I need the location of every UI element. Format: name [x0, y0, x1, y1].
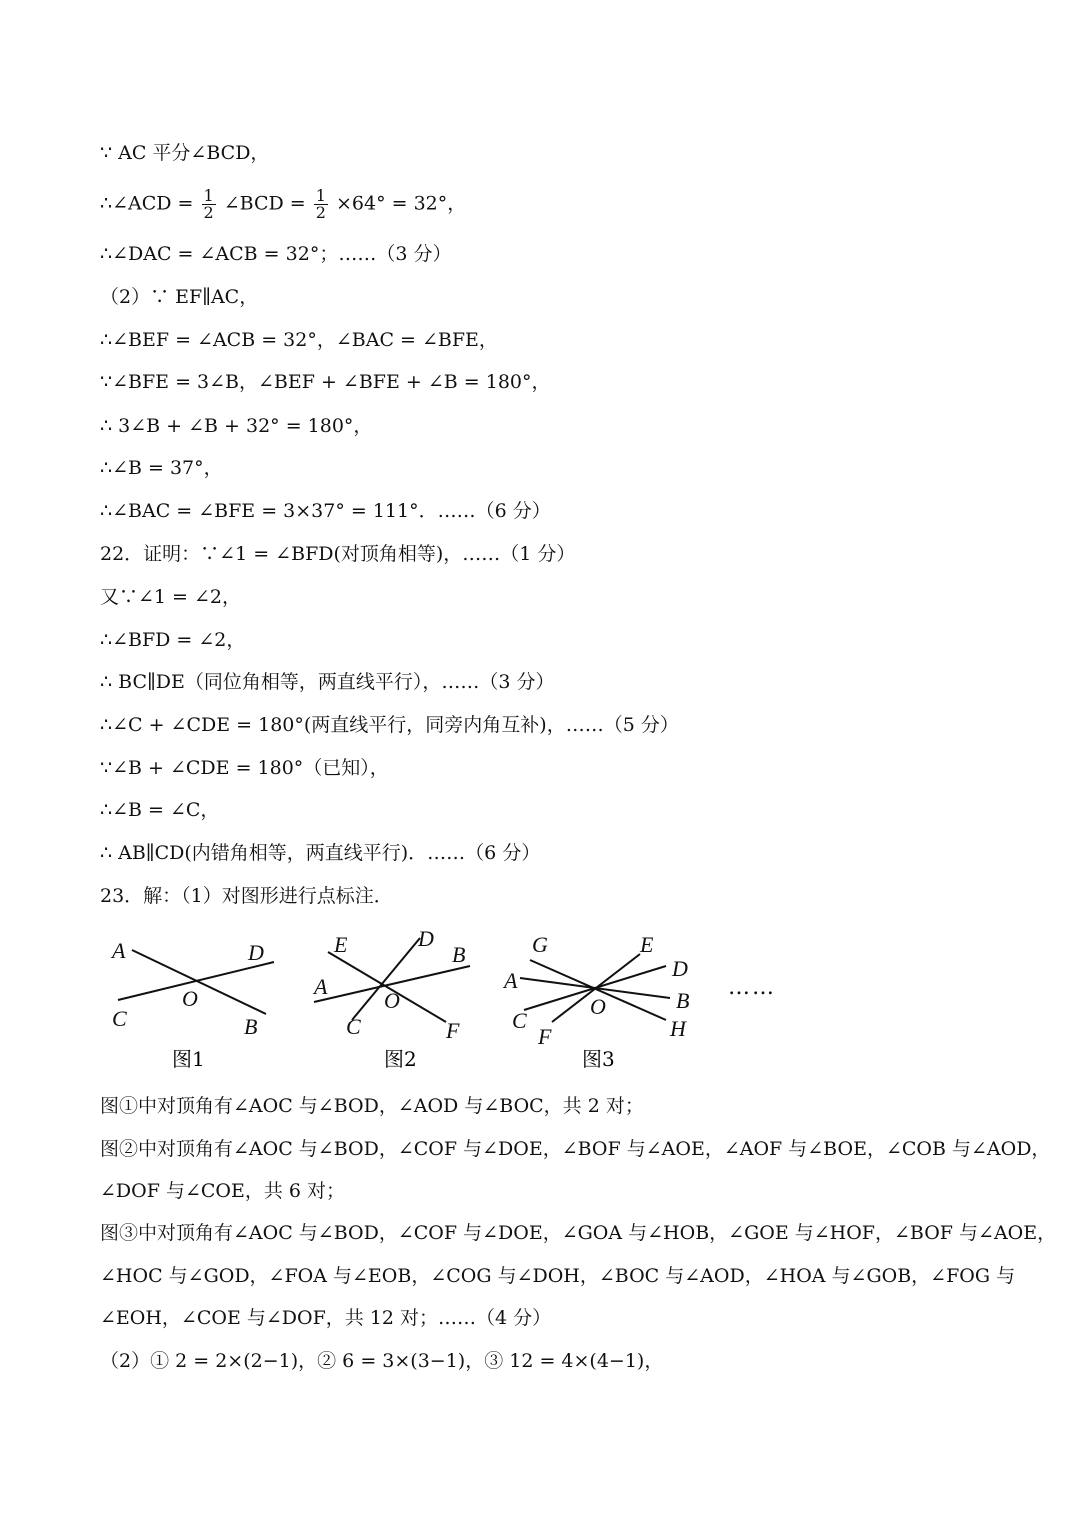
fig2-caption: 图2: [384, 1047, 417, 1071]
text-line: ∠EOH，∠COE 与∠DOF，共 12 对；……（4 分）: [100, 1307, 552, 1329]
figures-svg: [100, 920, 800, 1080]
fig2-label-b: B: [452, 942, 466, 967]
fig3-label-d: D: [672, 956, 688, 981]
text-line: ∴∠BFD = ∠2，: [100, 629, 246, 651]
text-line: 图①中对顶角有∠AOC 与∠BOD，∠AOD 与∠BOC，共 2 对；: [100, 1095, 644, 1117]
frac-mid: ∠BCD =: [223, 192, 306, 215]
figure-3-labels: [502, 932, 689, 1049]
fig2-label-d: D: [418, 926, 434, 951]
fig3-label-h: H: [670, 1016, 686, 1041]
figure-1-labels: [110, 938, 264, 1039]
fraction-half: $\frac{1}{2}$: [203, 186, 214, 222]
text-line: ∴∠C + ∠CDE = 180°(两直线平行，同旁内角互补)，……（5 分）: [100, 714, 679, 736]
fig1-label-o: O: [182, 986, 198, 1011]
figures-ellipsis: ……: [728, 975, 776, 1000]
text-line: 图②中对顶角有∠AOC 与∠BOD，∠COF 与∠DOE，∠BOF 与∠AOE，∠AOF 与∠BOE，∠COB 与∠AOD，: [100, 1138, 1051, 1160]
fig3-label-b: B: [676, 988, 690, 1013]
fig3-label-e: E: [640, 932, 654, 957]
fig3-label-c: C: [512, 1008, 527, 1033]
fig1-label-c: C: [112, 1006, 127, 1031]
text-line: ∴ 3∠B + ∠B + 32° = 180°，: [100, 415, 373, 437]
frac-prefix: ∴∠ACD =: [100, 192, 194, 215]
fig2-label-c: C: [346, 1014, 361, 1039]
fig1-label-d: D: [248, 940, 264, 965]
text-line: ∴∠BAC = ∠BFE = 3×37° = 111°．……（6 分）: [100, 500, 551, 522]
fig3-label-f: F: [538, 1024, 552, 1049]
text-line: ∠HOC 与∠GOD，∠FOA 与∠EOB，∠COG 与∠DOH，∠BOC 与∠AOD，∠HOA 与∠GOB，∠FOG 与: [100, 1265, 1016, 1287]
fig1-caption: 图1: [172, 1047, 205, 1071]
fig2-label-f: F: [446, 1018, 460, 1043]
text-line: 图③中对顶角有∠AOC 与∠BOD，∠COF 与∠DOE，∠GOA 与∠HOB，∠GOE 与∠HOF，∠BOF 与∠AOE，: [100, 1222, 1057, 1244]
text-line: ∵∠BFE = 3∠B，∠BEF + ∠BFE + ∠B = 180°，: [100, 371, 551, 393]
text-line: 22．证明：∵∠1 = ∠BFD(对顶角相等)，……（1 分）: [100, 543, 576, 565]
text-line: ∴ AB∥CD(内错角相等，两直线平行)．……（6 分）: [100, 842, 541, 864]
fraction-half-2: $\frac{1}{2}$: [315, 186, 326, 222]
fig1-label-b: B: [244, 1014, 258, 1039]
text-line: ∴ BC∥DE（同位角相等，两直线平行），……（3 分）: [100, 671, 555, 693]
text-line: 又∵∠1 = ∠2，: [100, 586, 242, 608]
fig2-label-a: A: [314, 974, 328, 999]
text-line: （2）∵ EF∥AC，: [100, 286, 259, 308]
text-line: ∠DOF 与∠COE，共 6 对；: [100, 1180, 346, 1202]
fig3-label-o: O: [590, 994, 606, 1019]
fig1-label-a: A: [112, 938, 126, 963]
fig3-label-g: G: [532, 932, 548, 957]
text-line: ∵ AC 平分∠BCD，: [100, 142, 270, 164]
text-line: （2）① 2 = 2×(2−1)，② 6 = 3×(3−1)，③ 12 = 4×(4−1)，: [100, 1350, 664, 1372]
fraction-line: [100, 188, 466, 221]
fig1-line-ab: [132, 950, 266, 1014]
text-line: ∴∠B = 37°，: [100, 457, 223, 479]
text-line: ∵∠B + ∠CDE = 180°（已知），: [100, 757, 389, 779]
frac-suffix: ×64° = 32°，: [336, 192, 467, 215]
text-line: ∴∠BEF = ∠ACB = 32°，∠BAC = ∠BFE，: [100, 329, 498, 351]
figures-row: [100, 920, 800, 1080]
text-line: ∴∠DAC = ∠ACB = 32°；……（3 分）: [100, 243, 452, 265]
fig3-caption: 图3: [582, 1047, 615, 1071]
text-line: 23．解：（1）对图形进行点标注．: [100, 885, 393, 907]
fig3-label-a: A: [504, 968, 518, 993]
text-line: ∴∠B = ∠C，: [100, 799, 220, 821]
fig2-label-e: E: [334, 932, 348, 957]
fig2-label-o: O: [384, 988, 400, 1013]
